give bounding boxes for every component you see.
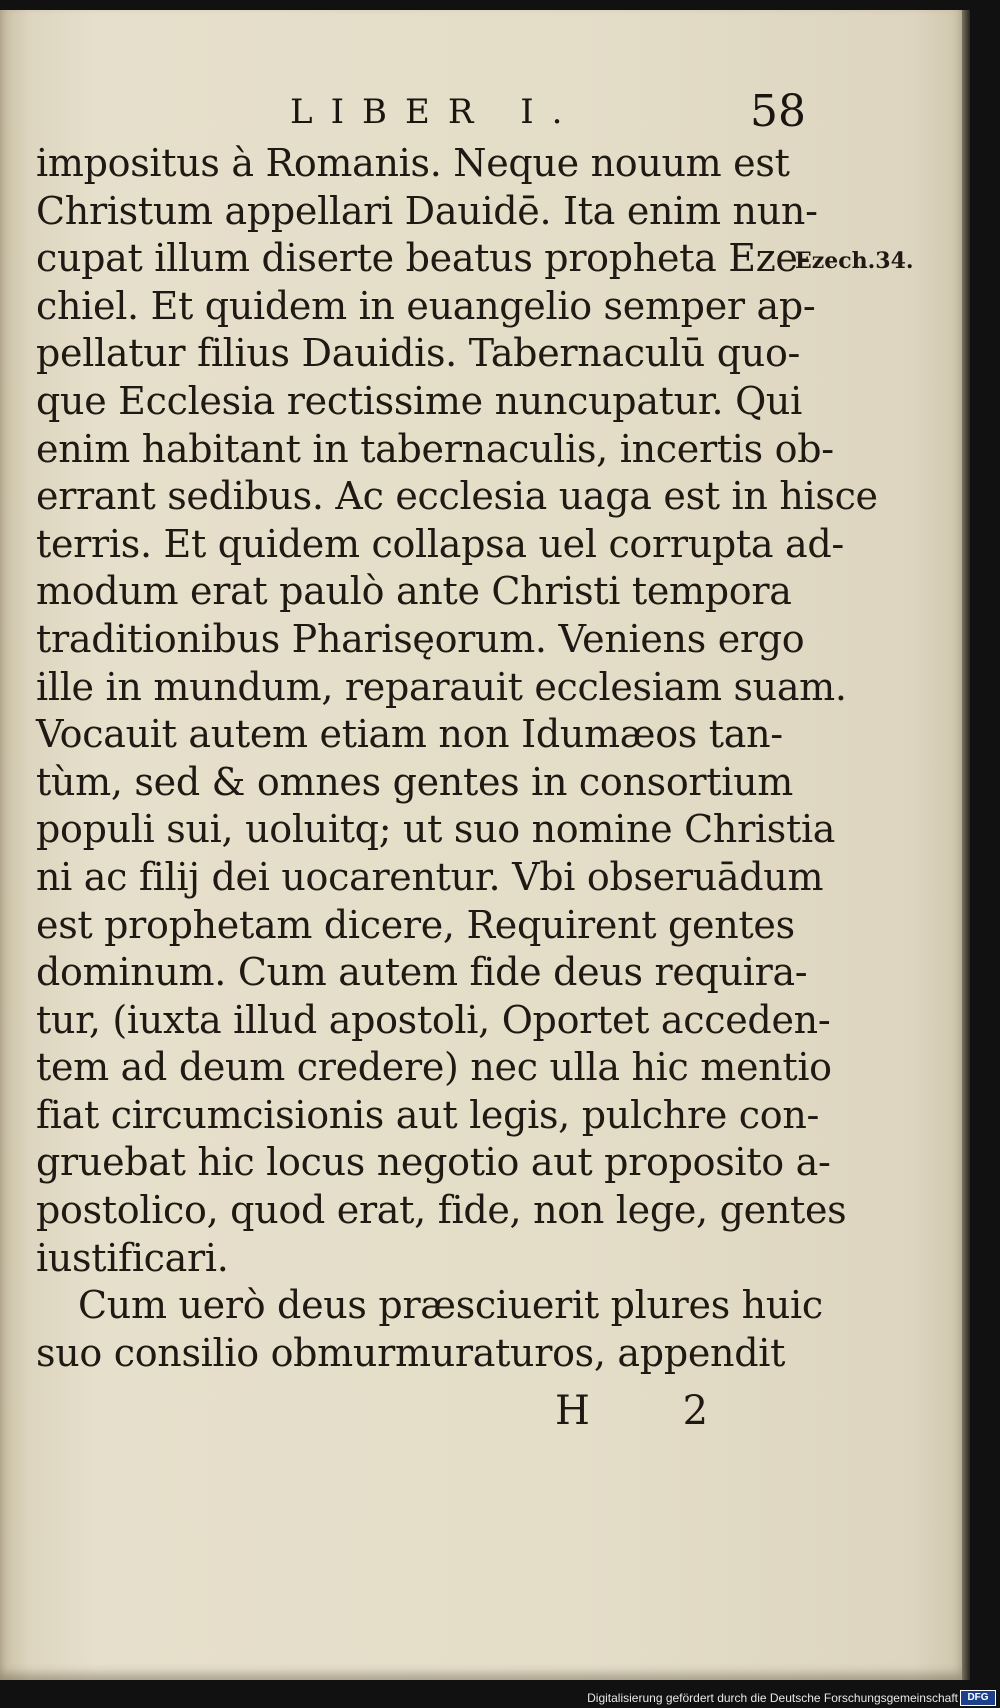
signature-mark: H 2 — [555, 1388, 749, 1434]
text-line: dominum. Cum autem fide deus requira- — [36, 950, 808, 995]
dfg-logo: DFG — [960, 1690, 996, 1706]
text-line: tùm, sed & omnes gentes in consortium — [36, 759, 794, 804]
text-line: terris. Et quidem collapsa uel corrupta ad- — [36, 521, 844, 566]
text-line: est prophetam dicere, Requirent gentes — [36, 902, 795, 947]
text-line: iustificari. — [36, 1235, 229, 1280]
running-head: LIBER I. — [290, 92, 581, 132]
text-line: ni ac filij dei uocarentur. Vbi obseruādum — [36, 854, 824, 899]
text-line: impositus à Romanis. Neque nouum est — [36, 141, 790, 185]
text-line-paragraph-start: Cum uerò deus præsciuerit plures huic — [78, 1283, 823, 1328]
text-line: gruebat hic locus negotio aut proposito a- — [36, 1140, 831, 1185]
margin-note: Ezech.34. — [795, 248, 914, 274]
text-line: ille in mundum, reparauit ecclesiam suam. — [36, 664, 847, 709]
text-line: errant sedibus. Ac ecclesia uaga est in hisce — [36, 474, 878, 519]
text-line: traditionibus Pharisęorum. Veniens ergo — [36, 616, 805, 661]
text-line: postolico, quod erat, fide, non lege, gentes — [36, 1188, 847, 1233]
text-line: fiat circumcisionis aut legis, pulchre con- — [36, 1092, 820, 1137]
text-line: Christum appellari Dauidē. Ita enim nun- — [36, 188, 818, 233]
footer-credit: Digitalisierung gefördert durch die Deutsche Forschungsgemeinschaft — [587, 1691, 958, 1705]
page-number: 58 — [750, 86, 806, 137]
text-line: suo consilio obmurmuraturos, appendit — [36, 1330, 786, 1375]
text-line: cupat illum diserte beatus propheta Eze- — [36, 236, 811, 281]
text-line: chiel. Et quidem in euangelio semper ap- — [36, 283, 816, 328]
text-line: modum erat paulò ante Christi tempora — [36, 569, 792, 614]
text-line: populi sui, uoluitq; ut suo nomine Christia — [36, 807, 836, 852]
text-line: tur, (iuxta illud apostoli, Oportet acceden- — [36, 997, 831, 1042]
page-edge — [962, 10, 970, 1680]
text-line: pellatur filius Dauidis. Tabernaculū quo- — [36, 331, 801, 376]
text-line: tem ad deum credere) nec ulla hic mentio — [36, 1045, 832, 1090]
text-line: que Ecclesia rectissime nuncupatur. Qui — [36, 378, 802, 423]
text-line: enim habitant in tabernaculis, incertis ob- — [36, 426, 834, 471]
page-header — [0, 86, 962, 142]
text-line: Vocauit autem etiam non Idumæos tan- — [36, 712, 783, 757]
